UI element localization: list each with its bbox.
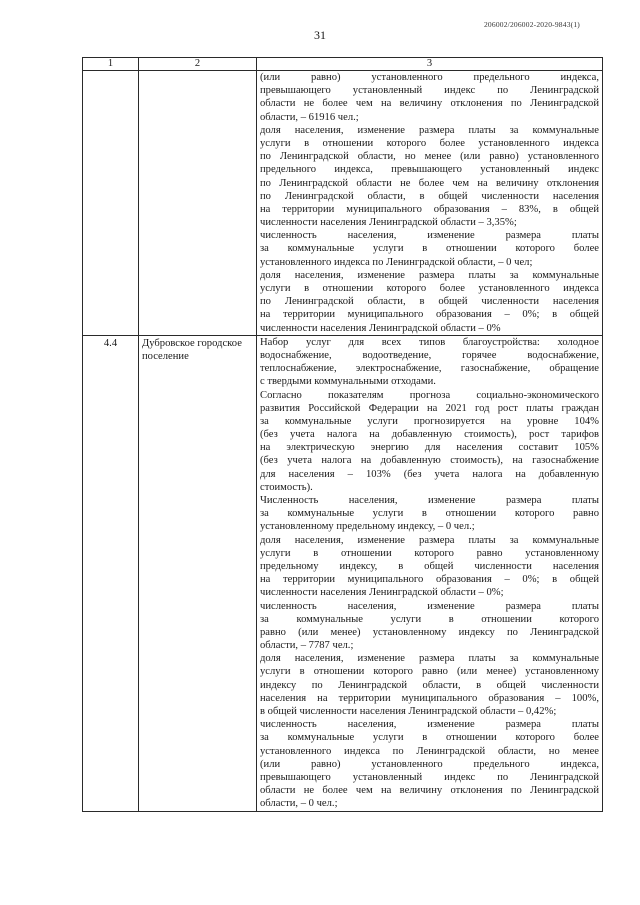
text-line: на территории муниципального образования – 0%; в общей (260, 574, 599, 586)
text-line: по Ленинградской области, в общей численности населения (260, 190, 599, 202)
text-line: численности населения Ленинградской области – 0%; (260, 587, 504, 599)
text-line: превышающего установленный индекс по Ленинградской (260, 85, 599, 97)
description-text (260, 71, 599, 335)
text-line: численность населения, изменение размера платы (260, 600, 599, 612)
text-line: населения на территории муниципального образования – 100%, (260, 692, 599, 704)
text-line: предельного индекса, превышающего установленный индекс (260, 164, 599, 176)
text-line: стоимость). (260, 481, 313, 493)
text-line: услуги в отношении которого более установленного индекса (260, 137, 599, 149)
text-line: численность населения, изменение размера платы (260, 230, 599, 242)
text-line: (или равно) установленного предельного индекса, (260, 72, 599, 83)
text-line: области не более чем на величину отклонения по Ленинградской (260, 98, 599, 110)
text-line: услуги в отношении которого равно (или менее) установленному (260, 666, 599, 678)
text-line: установленному предельному индексу, – 0 чел.; (260, 521, 475, 533)
text-line: Согласно показателям прогноза социально-экономического (260, 389, 599, 401)
table-row-continued (83, 71, 603, 336)
text-line: по Ленинградской области, в общей численности населения (260, 296, 599, 308)
text-line: за коммунальные услуги в отношении которого более (260, 732, 599, 744)
text-line: доля населения, изменение размера платы за коммунальные (260, 534, 599, 546)
text-line: равно (или менее) установленному индексу по Ленинградской (260, 626, 599, 638)
text-line: водоснабжение, водоотведение, горячее водоснабжение, (260, 349, 599, 361)
text-line: услуги в отношении которого равно установленному (260, 547, 599, 559)
description-text (260, 336, 599, 811)
text-line: на территории муниципального образования – 83%, в общей (260, 203, 599, 215)
text-line: области, – 0 чел.; (260, 798, 338, 810)
text-line: области не более чем на величину отклонения по Ленинградской (260, 785, 599, 797)
text-line: на электрическую энергию для населения составит 105% (260, 442, 599, 454)
text-line: установленного индекса по Ленинградской области, но менее (260, 745, 599, 757)
text-line: (или равно) установленного предельного индекса, (260, 758, 599, 770)
text-line: (без учета налога на добавленную стоимость), на газоснабжение (260, 455, 599, 467)
text-line: для населения – 103% (без учета налога на добавленную (260, 468, 599, 480)
text-line: численность населения, изменение размера платы (260, 719, 599, 731)
row-number-cell (83, 71, 139, 336)
text-line: теплоснабжение, электроснабжение, газоснабжение, обращение (260, 363, 599, 375)
table-header-row (83, 58, 603, 71)
text-line: на территории муниципального образования – 0%; в общей (260, 309, 599, 321)
text-line: по Ленинградской области не более чем на величину отклонения (260, 177, 599, 189)
text-line: доля населения, изменение размера платы за коммунальные (260, 653, 599, 665)
text-line: услуги в отношении которого более установленного индекса (260, 283, 599, 294)
text-line: по Ленинградской области, но менее (или равно) установленного (260, 151, 599, 163)
text-line: численности населения Ленинградской области – 3,35%; (260, 217, 517, 229)
description-cell (257, 335, 603, 811)
text-line: развития Российской Федерации на 2021 год рост платы граждан (260, 402, 599, 414)
text-line: за коммунальные услуги в отношении которого (260, 613, 599, 625)
row-number-cell: 4.4 (83, 335, 139, 811)
text-line: доля населения, изменение размера платы за коммунальные (260, 269, 599, 281)
text-line: в общей численности населения Ленинградской области – 0,42%; (260, 706, 557, 717)
text-line: численности населения Ленинградской области – 0% (260, 322, 501, 334)
text-line: предельному индексу, в общей численности населения (260, 560, 599, 572)
text-line: за коммунальные услуги прогнозируется на уровне 104% (260, 415, 599, 427)
municipality-cell: Дубровское городское поселение (139, 335, 257, 811)
column-header-2: 2 (139, 58, 257, 71)
column-header-1: 1 (83, 58, 139, 71)
column-header-3: 3 (257, 58, 603, 71)
text-line: индексу по Ленинградской области, в общей численности (260, 679, 599, 691)
text-line: области, – 7787 чел.; (260, 640, 354, 652)
description-cell (257, 71, 603, 336)
text-line: с твердыми коммунальными отходами. (260, 376, 436, 388)
text-line: Численность населения, изменение размера платы (260, 495, 599, 506)
text-line: превышающего установленный индекс по Ленинградской (260, 771, 599, 783)
municipality-cell (139, 71, 257, 336)
text-line: области, – 61916 чел.; (260, 111, 359, 123)
text-line: за коммунальные услуги в отношении которого более (260, 243, 599, 255)
text-line: установленного индекса по Ленинградской области, – 0 чел; (260, 256, 533, 268)
document-id: 206002/206002-2020-9843(1) (483, 20, 580, 29)
main-table (82, 57, 603, 812)
text-line: (без учета налога на добавленную стоимость), рост тарифов (260, 429, 599, 441)
table-row-4-4 (83, 335, 603, 811)
text-line: доля населения, изменение размера платы за коммунальные (260, 124, 599, 136)
text-line: Набор услуг для всех типов благоустройства: холодное (260, 336, 599, 348)
text-line: за коммунальные услуги в отношении которого равно (260, 508, 599, 520)
page-number: 31 (314, 28, 326, 42)
